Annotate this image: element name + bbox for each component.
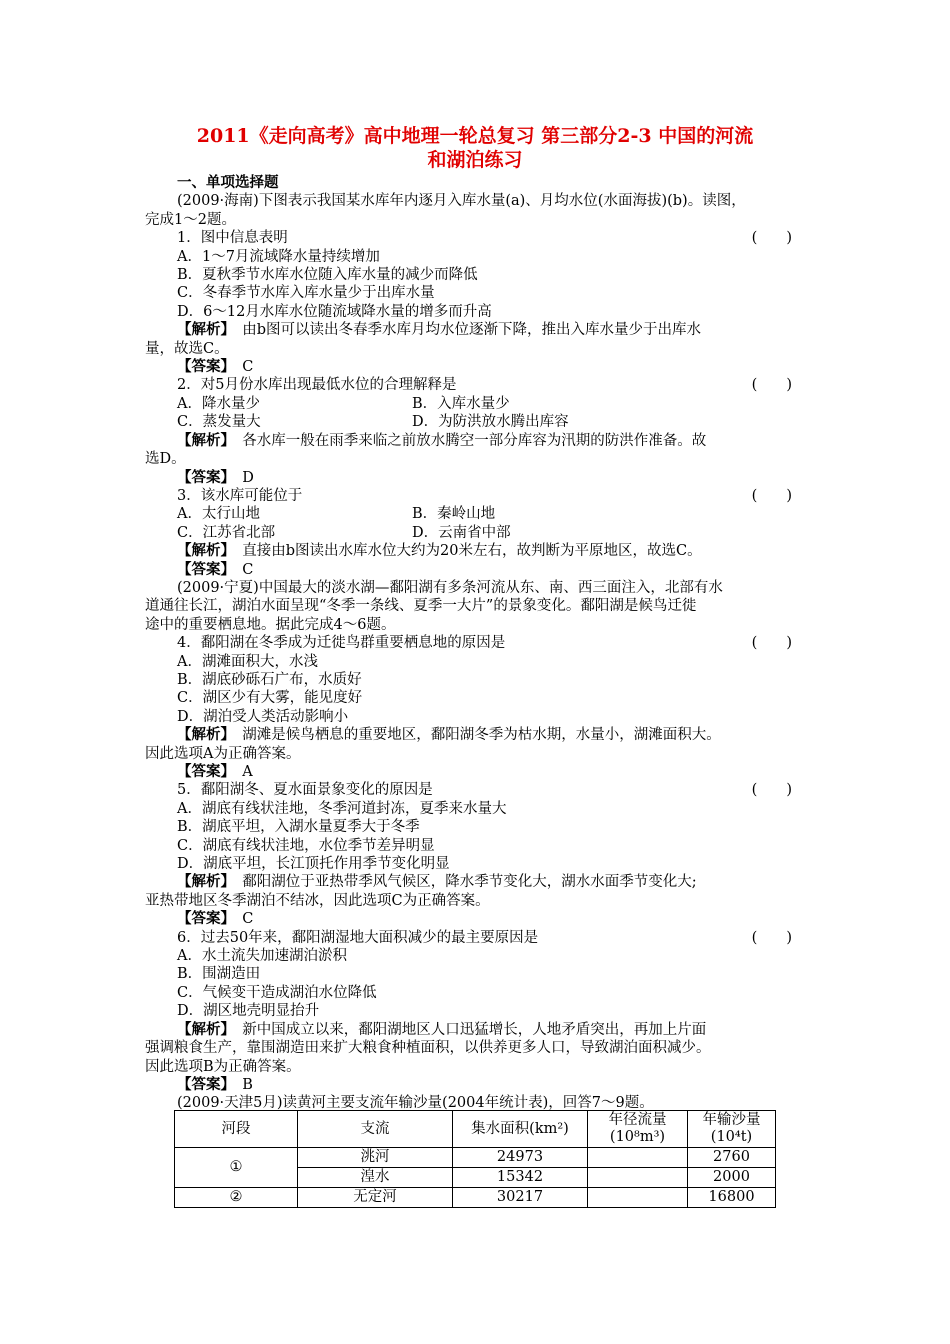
question-6-analysis: 【解析】 新中国成立以来，鄱阳湖地区人口迅猛增长，人地矛盾突出，再加上片面 <box>177 1020 707 1038</box>
question-3-analysis: 【解析】 直接由b图读出水库水位大约为20米左右，故判断为平原地区，故选C。 <box>177 542 702 560</box>
intro-2-line-2: 道通往长江，湖泊水面呈现“冬季一条线、夏季一大片”的景象变化。鄱阳湖是候鸟迁徙 <box>145 598 697 615</box>
intro-3: (2009·天津5月)读黄河主要支流年输沙量(2004年统计表)，回答7～9题。 <box>177 1095 654 1112</box>
question-4-option-d: D．湖泊受人类活动影响小 <box>177 708 349 725</box>
question-5-stem: 5．鄱阳湖冬、夏水面景象变化的原因是 ( ) <box>177 782 792 799</box>
answer-bracket: ( ) <box>751 635 792 652</box>
question-6-option-d: D．湖区地壳明显抬升 <box>177 1003 320 1020</box>
question-3-stem: 3．该水库可能位于 ( ) <box>177 487 792 504</box>
question-2-stem: 2．对5月份水库出现最低水位的合理解释是 ( ) <box>177 377 792 394</box>
question-4-option-c: C．湖区少有大雾，能见度好 <box>177 690 363 707</box>
header-flow: 年径流量 (10⁸m³) <box>588 1111 688 1148</box>
question-5-option-b: B．湖底平坦，入湖水量夏季大于冬季 <box>177 819 420 836</box>
header-sediment: 年输沙量 (10⁴t) <box>688 1111 776 1148</box>
question-3-answer: 【答案】 C <box>177 560 254 578</box>
question-2-analysis: 【解析】 各水库一般在雨季来临之前放水腾空一部分库容为汛期的防洪作准备。故 <box>177 431 707 449</box>
header-tributary: 支流 <box>298 1111 453 1148</box>
answer-bracket: ( ) <box>751 929 792 946</box>
question-4-analysis-cont: 因此选项A为正确答案。 <box>145 745 301 762</box>
answer-bracket: ( ) <box>751 230 792 247</box>
document-title <box>140 124 810 172</box>
cell-sediment: 2000 <box>688 1168 776 1188</box>
cell-segment: ① <box>175 1148 298 1188</box>
question-4-answer: 【答案】 A <box>177 763 253 780</box>
cell-flow <box>588 1148 688 1168</box>
question-6-option-a: A．水土流失加速湖泊淤积 <box>177 948 347 965</box>
answer-bracket: ( ) <box>751 782 792 799</box>
cell-river: 无定河 <box>298 1188 453 1208</box>
cell-river: 湟水 <box>298 1168 453 1188</box>
cell-river: 洮河 <box>298 1148 453 1168</box>
question-1-stem: 1．图中信息表明 ( ) <box>177 230 792 247</box>
question-1-answer: 【答案】 C <box>177 358 254 376</box>
question-1-option-d: D．6～12月水库水位随流域降水量的增多而升高 <box>177 303 492 320</box>
question-1-option-b: B．夏秋季节水库水位随入库水量的减少而降低 <box>177 267 478 284</box>
question-4-option-b: B．湖底砂砾石广布，水质好 <box>177 671 362 688</box>
question-1-analysis-cont: 量，故选C。 <box>145 340 229 357</box>
answer-bracket: ( ) <box>751 487 792 504</box>
question-4-option-a: A．湖滩面积大，水浅 <box>177 653 318 670</box>
question-4-analysis: 【解析】 湖滩是候鸟栖息的重要地区，鄱阳湖冬季为枯水期，水量小，湖滩面积大。 <box>177 726 721 744</box>
question-4-stem: 4．鄱阳湖在冬季成为迁徙鸟群重要栖息地的原因是 ( ) <box>177 635 792 652</box>
cell-area: 24973 <box>453 1148 588 1168</box>
question-2-answer: 【答案】 D <box>177 468 254 486</box>
question-5-option-d: D．湖底平坦，长江顶托作用季节变化明显 <box>177 856 450 873</box>
question-2-options-ab: A．降水量少 B．入库水量少 <box>177 395 510 412</box>
cell-area: 15342 <box>453 1168 588 1188</box>
header-segment: 河段 <box>175 1111 298 1148</box>
question-6-analysis-cont-2: 因此选项B为正确答案。 <box>145 1058 301 1075</box>
question-1-analysis: 【解析】 由b图可以读出冬春季水库月均水位逐渐下降，推出入库水量少于出库水 <box>177 321 702 339</box>
question-2-analysis-cont: 选D。 <box>145 451 186 468</box>
sediment-table <box>174 1110 776 1208</box>
question-5-option-c: C．湖底有线状洼地，水位季节差异明显 <box>177 837 435 854</box>
cell-sediment: 16800 <box>688 1188 776 1208</box>
question-3-options-cd: C．江苏省北部 D．云南省中部 <box>177 524 511 541</box>
question-5-analysis-cont: 亚热带地区冬季湖泊不结冰，因此选项C为正确答案。 <box>145 892 490 909</box>
question-2-options-cd: C．蒸发量大 D．为防洪放水腾出库容 <box>177 414 569 431</box>
cell-flow <box>588 1168 688 1188</box>
question-6-analysis-cont: 强调粮食生产，靠围湖造田来扩大粮食种植面积，以供养更多人口，导致湖泊面积减少。 <box>145 1040 711 1057</box>
question-1-option-a: A．1～7月流域降水量持续增加 <box>177 248 380 265</box>
question-1-option-c: C．冬春季节水库入库水量少于出库水量 <box>177 285 435 302</box>
question-6-option-b: B．围湖造田 <box>177 966 261 983</box>
intro-2-line-3: 途中的重要栖息地。据此完成4～6题。 <box>145 616 396 633</box>
intro-2-line-1: (2009·宁夏)中国最大的淡水湖—鄱阳湖有多条河流从东、南、西三面注入，北部有水 <box>177 579 723 596</box>
title-line-1: 2011《走向高考》高中地理一轮总复习 第三部分2-3 中国的河流 <box>196 125 754 147</box>
table-row <box>175 1148 776 1168</box>
cell-sediment: 2760 <box>688 1148 776 1168</box>
section-heading: 一、单项选择题 <box>177 174 279 191</box>
question-5-answer: 【答案】 C <box>177 910 254 928</box>
answer-bracket: ( ) <box>751 377 792 394</box>
intro-1-line-1: (2009·海南)下图表示我国某水库年内逐月入库水量(a)、月均水位(水面海拔)(b)。读图， <box>177 193 746 210</box>
intro-1-line-2: 完成1～2题。 <box>145 211 236 228</box>
question-6-option-c: C．气候变干造成湖泊水位降低 <box>177 984 377 1001</box>
cell-area: 30217 <box>453 1188 588 1208</box>
document-body <box>145 174 810 1113</box>
cell-segment: ② <box>175 1188 298 1208</box>
question-5-option-a: A．湖底有线状洼地，冬季河道封冻，夏季来水量大 <box>177 800 507 817</box>
header-area: 集水面积(km²) <box>453 1111 588 1148</box>
question-3-options-ab: A．太行山地 B．秦岭山地 <box>177 506 496 523</box>
question-5-analysis: 【解析】 鄱阳湖位于亚热带季风气候区，降水季节变化大，湖水水面季节变化大; <box>177 873 697 891</box>
table-row <box>175 1188 776 1208</box>
question-6-answer: 【答案】 B <box>177 1075 253 1093</box>
question-6-stem: 6．过去50年来，鄱阳湖湿地大面积减少的最主要原因是 ( ) <box>177 929 792 946</box>
table-header-row <box>175 1111 776 1148</box>
cell-flow <box>588 1188 688 1208</box>
title-line-2: 和湖泊练习 <box>427 149 523 171</box>
